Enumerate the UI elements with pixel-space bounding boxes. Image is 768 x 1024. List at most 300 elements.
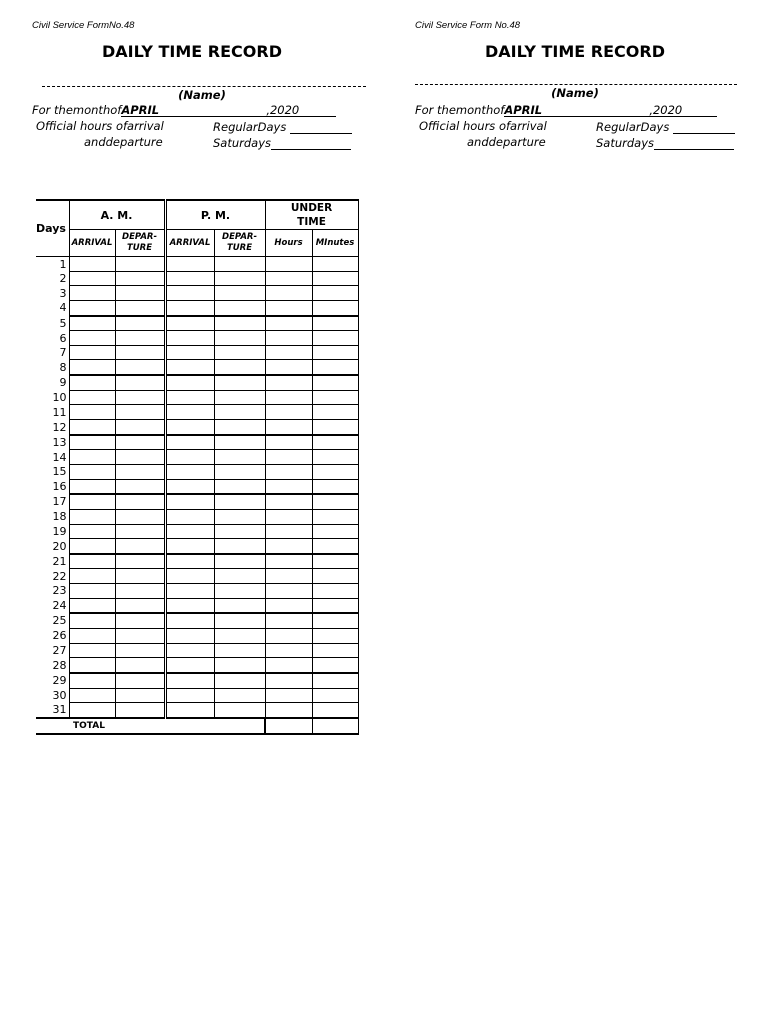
am-arrival-cell[interactable] <box>69 420 115 435</box>
undertime-hours-cell[interactable] <box>265 360 312 375</box>
pm-arrival-cell[interactable] <box>165 524 214 539</box>
undertime-minutes-cell[interactable] <box>312 584 358 599</box>
undertime-minutes-cell[interactable] <box>312 464 358 479</box>
day-number: 28 <box>36 658 69 673</box>
am-departure-cell[interactable] <box>115 569 165 584</box>
table-row <box>36 613 358 628</box>
pm-departure-cell[interactable] <box>214 464 265 479</box>
am-departure-cell[interactable] <box>115 405 165 420</box>
regular-days-label: RegularDays <box>596 120 670 134</box>
table-row <box>36 464 358 479</box>
am-arrival-cell[interactable] <box>69 286 115 301</box>
am-departure-cell[interactable] <box>115 643 165 658</box>
undertime-hours-cell[interactable] <box>265 435 312 450</box>
day-number: 26 <box>36 629 69 644</box>
table-row <box>36 539 358 554</box>
day-number: 18 <box>36 509 69 524</box>
undertime-hours-cell[interactable] <box>265 286 312 301</box>
undertime-hours-cell[interactable] <box>265 509 312 524</box>
pm-arrival-cell[interactable] <box>165 435 214 450</box>
table-row <box>36 420 358 435</box>
pm-arrival-cell[interactable] <box>165 286 214 301</box>
pm-departure-cell[interactable] <box>214 345 265 360</box>
day-number: 23 <box>36 584 69 599</box>
table-row <box>36 286 358 301</box>
table-row <box>36 703 358 718</box>
table-row <box>36 300 358 315</box>
pm-arrival-cell[interactable] <box>165 643 214 658</box>
day-number: 25 <box>36 613 69 628</box>
pm-arrival-cell[interactable] <box>165 613 214 628</box>
am-arrival-cell[interactable] <box>69 390 115 405</box>
undertime-minutes-cell[interactable] <box>312 673 358 688</box>
undertime-hours-cell[interactable] <box>265 524 312 539</box>
month-prefix: For themonthof <box>32 103 122 117</box>
undertime-minutes-cell[interactable] <box>312 554 358 569</box>
am-arrival-header: ARRIVAL <box>69 230 115 257</box>
table-row <box>36 405 358 420</box>
hours-header: Hours <box>265 230 312 257</box>
pm-departure-cell[interactable] <box>214 420 265 435</box>
am-arrival-cell[interactable] <box>69 658 115 673</box>
year-field[interactable] <box>649 103 717 117</box>
pm-arrival-cell[interactable] <box>165 331 214 346</box>
am-departure-cell[interactable] <box>115 300 165 315</box>
pm-arrival-cell[interactable] <box>165 360 214 375</box>
left-form-header <box>32 0 372 160</box>
month-field[interactable] <box>121 103 266 117</box>
undertime-hours-cell[interactable] <box>265 554 312 569</box>
am-departure-cell[interactable] <box>115 524 165 539</box>
day-number: 16 <box>36 479 69 494</box>
pm-arrival-cell[interactable] <box>165 673 214 688</box>
undertime-minutes-cell[interactable] <box>312 405 358 420</box>
undertime-minutes-cell[interactable] <box>312 524 358 539</box>
table-row <box>36 271 358 286</box>
pm-arrival-cell[interactable] <box>165 554 214 569</box>
am-departure-cell[interactable] <box>115 539 165 554</box>
official-hours-label-1: Official hours ofarrival <box>419 119 547 133</box>
day-number: 1 <box>36 257 69 272</box>
pm-departure-cell[interactable] <box>214 569 265 584</box>
undertime-minutes-cell[interactable] <box>312 658 358 673</box>
pm-arrival-cell[interactable] <box>165 271 214 286</box>
day-number: 7 <box>36 345 69 360</box>
undertime-hours-cell[interactable] <box>265 331 312 346</box>
undertime-hours-cell[interactable] <box>265 271 312 286</box>
total-hours-cell[interactable] <box>265 718 312 734</box>
pm-departure-cell[interactable] <box>214 629 265 644</box>
undertime-minutes-cell[interactable] <box>312 271 358 286</box>
pm-departure-cell[interactable] <box>214 300 265 315</box>
regular-days-label: RegularDays <box>213 120 287 134</box>
pm-arrival-cell[interactable] <box>165 494 214 509</box>
day-number: 2 <box>36 271 69 286</box>
undertime-hours-cell[interactable] <box>265 658 312 673</box>
am-arrival-cell[interactable] <box>69 643 115 658</box>
day-number: 10 <box>36 390 69 405</box>
pm-departure-cell[interactable] <box>214 613 265 628</box>
pm-departure-cell[interactable] <box>214 494 265 509</box>
pm-departure-cell[interactable] <box>214 271 265 286</box>
am-departure-cell[interactable] <box>115 554 165 569</box>
month-value: APRIL <box>504 103 543 117</box>
saturdays-field[interactable] <box>654 136 734 150</box>
regular-days-line <box>213 120 352 134</box>
undertime-hours-cell[interactable] <box>265 598 312 613</box>
am-departure-cell[interactable] <box>115 598 165 613</box>
am-arrival-cell[interactable] <box>69 271 115 286</box>
pm-arrival-cell[interactable] <box>165 450 214 465</box>
am-departure-cell[interactable] <box>115 316 165 331</box>
day-number: 3 <box>36 286 69 301</box>
pm-arrival-cell[interactable] <box>165 420 214 435</box>
undertime-hours-cell[interactable] <box>265 464 312 479</box>
undertime-minutes-cell[interactable] <box>312 257 358 272</box>
am-arrival-cell[interactable] <box>69 300 115 315</box>
am-departure-cell[interactable] <box>115 331 165 346</box>
am-arrival-cell[interactable] <box>69 524 115 539</box>
am-arrival-cell[interactable] <box>69 613 115 628</box>
am-departure-cell[interactable] <box>115 658 165 673</box>
pm-arrival-cell[interactable] <box>165 539 214 554</box>
table-row <box>36 494 358 509</box>
under-time-header: UNDER TIME <box>265 200 358 230</box>
am-arrival-cell[interactable] <box>69 584 115 599</box>
undertime-minutes-cell[interactable] <box>312 331 358 346</box>
saturdays-label: Saturdays <box>213 136 272 150</box>
undertime-hours-cell[interactable] <box>265 300 312 315</box>
name-line[interactable] <box>42 86 366 87</box>
pm-departure-cell[interactable] <box>214 554 265 569</box>
undertime-minutes-cell[interactable] <box>312 450 358 465</box>
pm-arrival-header: ARRIVAL <box>165 230 214 257</box>
pm-departure-cell[interactable] <box>214 286 265 301</box>
undertime-minutes-cell[interactable] <box>312 598 358 613</box>
undertime-hours-cell[interactable] <box>265 643 312 658</box>
undertime-hours-cell[interactable] <box>265 673 312 688</box>
am-departure-cell[interactable] <box>115 286 165 301</box>
undertime-hours-cell[interactable] <box>265 405 312 420</box>
table-row <box>36 345 358 360</box>
pm-departure-cell[interactable] <box>214 584 265 599</box>
day-number: 31 <box>36 703 69 718</box>
am-arrival-cell[interactable] <box>69 539 115 554</box>
am-arrival-cell[interactable] <box>69 554 115 569</box>
am-departure-header: DEPAR- TURE <box>115 230 165 257</box>
am-departure-cell[interactable] <box>115 479 165 494</box>
pm-arrival-cell[interactable] <box>165 629 214 644</box>
undertime-minutes-cell[interactable] <box>312 316 358 331</box>
am-departure-cell[interactable] <box>115 509 165 524</box>
pm-arrival-cell[interactable] <box>165 345 214 360</box>
table-row <box>36 375 358 390</box>
undertime-hours-cell[interactable] <box>265 539 312 554</box>
year-value: ,2020 <box>266 103 300 117</box>
am-departure-cell[interactable] <box>115 420 165 435</box>
undertime-hours-cell[interactable] <box>265 688 312 703</box>
undertime-minutes-cell[interactable] <box>312 375 358 390</box>
am-arrival-cell[interactable] <box>69 569 115 584</box>
day-number: 6 <box>36 331 69 346</box>
pm-departure-cell[interactable] <box>214 435 265 450</box>
day-number: 21 <box>36 554 69 569</box>
undertime-minutes-cell[interactable] <box>312 345 358 360</box>
day-number: 20 <box>36 539 69 554</box>
day-rows <box>36 257 358 718</box>
table-row <box>36 509 358 524</box>
am-departure-cell[interactable] <box>115 464 165 479</box>
am-departure-cell[interactable] <box>115 703 165 718</box>
am-arrival-cell[interactable] <box>69 509 115 524</box>
pm-departure-cell[interactable] <box>214 331 265 346</box>
day-number: 5 <box>36 316 69 331</box>
pm-departure-cell[interactable] <box>214 257 265 272</box>
undertime-minutes-cell[interactable] <box>312 643 358 658</box>
day-number: 27 <box>36 643 69 658</box>
table-row <box>36 390 358 405</box>
pm-arrival-cell[interactable] <box>165 464 214 479</box>
undertime-hours-cell[interactable] <box>265 569 312 584</box>
undertime-hours-cell[interactable] <box>265 703 312 718</box>
pm-departure-cell[interactable] <box>214 479 265 494</box>
pm-departure-cell[interactable] <box>214 524 265 539</box>
form-title: DAILY TIME RECORD <box>102 42 282 61</box>
saturdays-field[interactable] <box>271 136 351 150</box>
am-arrival-cell[interactable] <box>69 435 115 450</box>
year-field[interactable] <box>266 103 336 117</box>
table-row <box>36 331 358 346</box>
day-number: 19 <box>36 524 69 539</box>
days-header: Days <box>36 200 69 257</box>
am-arrival-cell[interactable] <box>69 598 115 613</box>
table-row <box>36 524 358 539</box>
month-prefix: For themonthof <box>415 103 505 117</box>
year-value: ,2020 <box>649 103 683 117</box>
undertime-hours-cell[interactable] <box>265 584 312 599</box>
total-label: TOTAL <box>36 718 165 734</box>
undertime-minutes-cell[interactable] <box>312 300 358 315</box>
am-departure-cell[interactable] <box>115 375 165 390</box>
day-number: 15 <box>36 464 69 479</box>
am-departure-cell[interactable] <box>115 271 165 286</box>
pm-arrival-cell[interactable] <box>165 688 214 703</box>
pm-departure-cell[interactable] <box>214 405 265 420</box>
am-arrival-cell[interactable] <box>69 703 115 718</box>
pm-departure-cell[interactable] <box>214 539 265 554</box>
table-row <box>36 673 358 688</box>
pm-departure-cell[interactable] <box>214 598 265 613</box>
pm-arrival-cell[interactable] <box>165 598 214 613</box>
saturdays-line <box>596 136 734 150</box>
pm-arrival-cell[interactable] <box>165 405 214 420</box>
am-arrival-cell[interactable] <box>69 464 115 479</box>
pm-arrival-cell[interactable] <box>165 257 214 272</box>
undertime-minutes-cell[interactable] <box>312 629 358 644</box>
day-number: 24 <box>36 598 69 613</box>
pm-departure-cell[interactable] <box>214 703 265 718</box>
regular-days-field[interactable] <box>673 120 735 134</box>
pm-arrival-cell[interactable] <box>165 316 214 331</box>
pm-departure-cell[interactable] <box>214 375 265 390</box>
undertime-hours-cell[interactable] <box>265 345 312 360</box>
pm-arrival-cell[interactable] <box>165 703 214 718</box>
day-number: 14 <box>36 450 69 465</box>
official-hours-label-2: anddeparture <box>84 135 163 149</box>
table-row <box>36 688 358 703</box>
pm-departure-cell[interactable] <box>214 688 265 703</box>
month-line <box>32 103 336 117</box>
pm-departure-header: DEPAR- TURE <box>214 230 265 257</box>
undertime-minutes-cell[interactable] <box>312 703 358 718</box>
pm-departure-cell[interactable] <box>214 509 265 524</box>
pm-arrival-cell[interactable] <box>165 509 214 524</box>
undertime-minutes-cell[interactable] <box>312 479 358 494</box>
day-number: 9 <box>36 375 69 390</box>
table-row <box>36 360 358 375</box>
pm-departure-cell[interactable] <box>214 658 265 673</box>
undertime-hours-cell[interactable] <box>265 494 312 509</box>
pm-departure-cell[interactable] <box>214 316 265 331</box>
daily-time-table <box>36 199 359 735</box>
am-arrival-cell[interactable] <box>69 450 115 465</box>
am-arrival-cell[interactable] <box>69 360 115 375</box>
am-arrival-cell[interactable] <box>69 405 115 420</box>
official-hours-label-2: anddeparture <box>467 135 546 149</box>
table-row <box>36 598 358 613</box>
regular-days-field[interactable] <box>290 120 352 134</box>
undertime-hours-cell[interactable] <box>265 316 312 331</box>
undertime-hours-cell[interactable] <box>265 257 312 272</box>
pm-departure-cell[interactable] <box>214 643 265 658</box>
day-number: 17 <box>36 494 69 509</box>
undertime-minutes-cell[interactable] <box>312 539 358 554</box>
pm-departure-cell[interactable] <box>214 673 265 688</box>
am-departure-cell[interactable] <box>115 688 165 703</box>
pm-arrival-cell[interactable] <box>165 479 214 494</box>
undertime-minutes-cell[interactable] <box>312 688 358 703</box>
am-departure-cell[interactable] <box>115 673 165 688</box>
table-row <box>36 257 358 272</box>
form-number: Civil Service FormNo.48 <box>32 20 135 31</box>
am-departure-cell[interactable] <box>115 450 165 465</box>
am-arrival-cell[interactable] <box>69 629 115 644</box>
form-title: DAILY TIME RECORD <box>485 42 665 61</box>
day-number: 22 <box>36 569 69 584</box>
name-label: (Name) <box>551 86 599 100</box>
table-row <box>36 584 358 599</box>
am-departure-cell[interactable] <box>115 435 165 450</box>
undertime-minutes-cell[interactable] <box>312 494 358 509</box>
am-arrival-cell[interactable] <box>69 688 115 703</box>
total-row <box>36 718 358 734</box>
table-row <box>36 435 358 450</box>
am-arrival-cell[interactable] <box>69 316 115 331</box>
undertime-hours-cell[interactable] <box>265 629 312 644</box>
am-arrival-cell[interactable] <box>69 345 115 360</box>
undertime-minutes-cell[interactable] <box>312 613 358 628</box>
am-header: A. M. <box>69 200 165 230</box>
undertime-minutes-cell[interactable] <box>312 509 358 524</box>
undertime-minutes-cell[interactable] <box>312 569 358 584</box>
am-arrival-cell[interactable] <box>69 331 115 346</box>
day-number: 29 <box>36 673 69 688</box>
undertime-hours-cell[interactable] <box>265 420 312 435</box>
day-number: 13 <box>36 435 69 450</box>
undertime-hours-cell[interactable] <box>265 375 312 390</box>
month-line <box>415 103 717 117</box>
undertime-minutes-cell[interactable] <box>312 420 358 435</box>
table-row <box>36 658 358 673</box>
pm-arrival-cell[interactable] <box>165 300 214 315</box>
undertime-minutes-cell[interactable] <box>312 390 358 405</box>
am-departure-cell[interactable] <box>115 390 165 405</box>
am-departure-cell[interactable] <box>115 629 165 644</box>
pm-departure-cell[interactable] <box>214 390 265 405</box>
regular-days-line <box>596 120 735 134</box>
am-departure-cell[interactable] <box>115 345 165 360</box>
pm-arrival-cell[interactable] <box>165 658 214 673</box>
table-row <box>36 569 358 584</box>
minutes-header: MInutes <box>312 230 358 257</box>
am-departure-cell[interactable] <box>115 613 165 628</box>
official-hours-label-1: Official hours ofarrival <box>36 119 164 133</box>
month-field[interactable] <box>504 103 649 117</box>
am-arrival-cell[interactable] <box>69 479 115 494</box>
am-arrival-cell[interactable] <box>69 673 115 688</box>
am-arrival-cell[interactable] <box>69 375 115 390</box>
month-value: APRIL <box>121 103 160 117</box>
pm-header: P. M. <box>165 200 265 230</box>
day-number: 12 <box>36 420 69 435</box>
saturdays-line <box>213 136 351 150</box>
total-minutes-cell[interactable] <box>312 718 358 734</box>
am-arrival-cell[interactable] <box>69 257 115 272</box>
pm-departure-cell[interactable] <box>214 360 265 375</box>
undertime-hours-cell[interactable] <box>265 479 312 494</box>
undertime-hours-cell[interactable] <box>265 390 312 405</box>
undertime-minutes-cell[interactable] <box>312 435 358 450</box>
pm-departure-cell[interactable] <box>214 450 265 465</box>
table-row <box>36 450 358 465</box>
am-departure-cell[interactable] <box>115 360 165 375</box>
table-row <box>36 554 358 569</box>
table-row <box>36 643 358 658</box>
right-form-header <box>415 0 755 160</box>
day-number: 11 <box>36 405 69 420</box>
pm-arrival-cell[interactable] <box>165 584 214 599</box>
undertime-hours-cell[interactable] <box>265 450 312 465</box>
undertime-minutes-cell[interactable] <box>312 360 358 375</box>
am-departure-cell[interactable] <box>115 257 165 272</box>
pm-arrival-cell[interactable] <box>165 569 214 584</box>
day-number: 4 <box>36 300 69 315</box>
saturdays-label: Saturdays <box>596 136 655 150</box>
am-arrival-cell[interactable] <box>69 494 115 509</box>
am-departure-cell[interactable] <box>115 584 165 599</box>
pm-arrival-cell[interactable] <box>165 390 214 405</box>
table-row <box>36 629 358 644</box>
pm-arrival-cell[interactable] <box>165 375 214 390</box>
name-line[interactable] <box>415 84 737 85</box>
name-label: (Name) <box>178 88 226 102</box>
undertime-minutes-cell[interactable] <box>312 286 358 301</box>
am-departure-cell[interactable] <box>115 494 165 509</box>
table-row <box>36 479 358 494</box>
undertime-hours-cell[interactable] <box>265 613 312 628</box>
table-row <box>36 316 358 331</box>
total-spacer <box>165 718 265 734</box>
